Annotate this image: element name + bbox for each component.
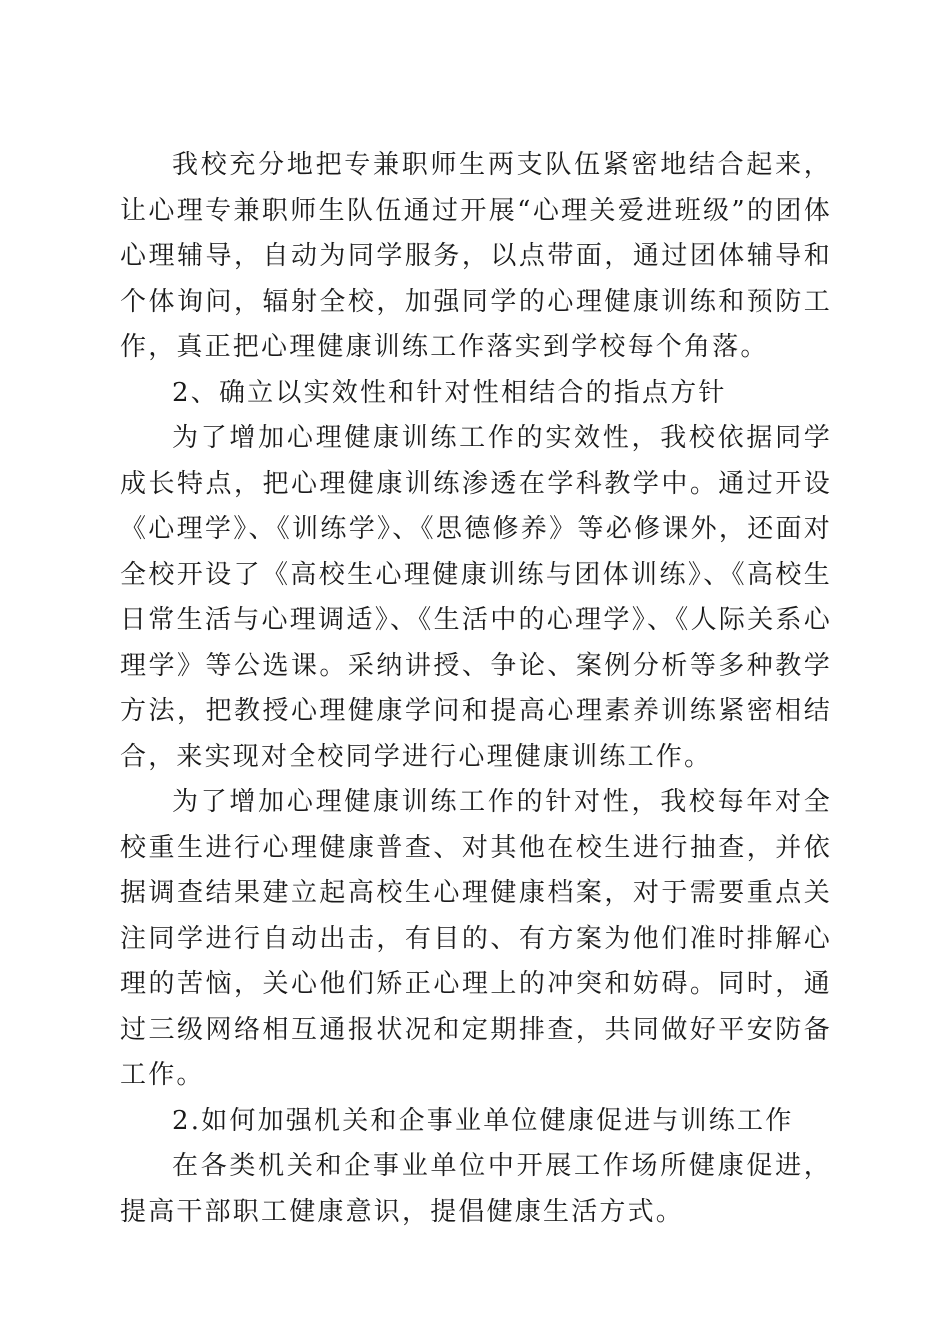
paragraph-pertinence: 为了增加心理健康训练工作的针对性，我校每年对全校重生进行心理健康普查、对其他在校生进行抽查，并依据调查结果建立起高校生心理健康档案，对于需要重点关注同学进行自动出击，有目的、有方案为他们准时排解心理的苦恼，关心他们矫正心理上的冲突和妨碍。同时，通过三级网络相互通报状况和定期排查，共同做好平安防备工作。 <box>120 787 832 1090</box>
section-heading-institutions: 2.如何加强机关和企事业单位健康促进与训练工作 <box>172 1105 794 1136</box>
document-body <box>120 143 832 1235</box>
paragraph-intro: 我校充分地把专兼职师生两支队伍紧密地结合起来，让心理专兼职师生队伍通过开展“心理关爱进班级”的团体心理辅导，自动为同学服务，以点带面，通过团体辅导和个体询问，辐射全校，加强同学的心理健康训练和预防工作，真正把心理健康训练工作落实到学校每个角落。 <box>120 150 832 362</box>
section-heading-guideline: 2、确立以实效性和针对性相结合的指点方针 <box>172 377 727 408</box>
paragraph-effectiveness: 为了增加心理健康训练工作的实效性，我校依据同学成长特点，把心理健康训练渗透在学科教学中。通过开设《心理学》、《训练学》、《思德修养》等必修课外，还面对全校开设了《高校生心理健康训练与团体训练》、《高校生日常生活与心理调适》、《生活中的心理学》、《人际关系心理学》等公选课。采纳讲授、争论、案例分析等多种教学方法，把教授心理健康学问和提高心理素养训练紧密相结合，来实现对全校同学进行心理健康训练工作。 <box>120 423 832 772</box>
paragraph-workplace-health: 在各类机关和企事业单位中开展工作场所健康促进，提高干部职工健康意识，提倡健康生活方式。 <box>120 1151 832 1227</box>
